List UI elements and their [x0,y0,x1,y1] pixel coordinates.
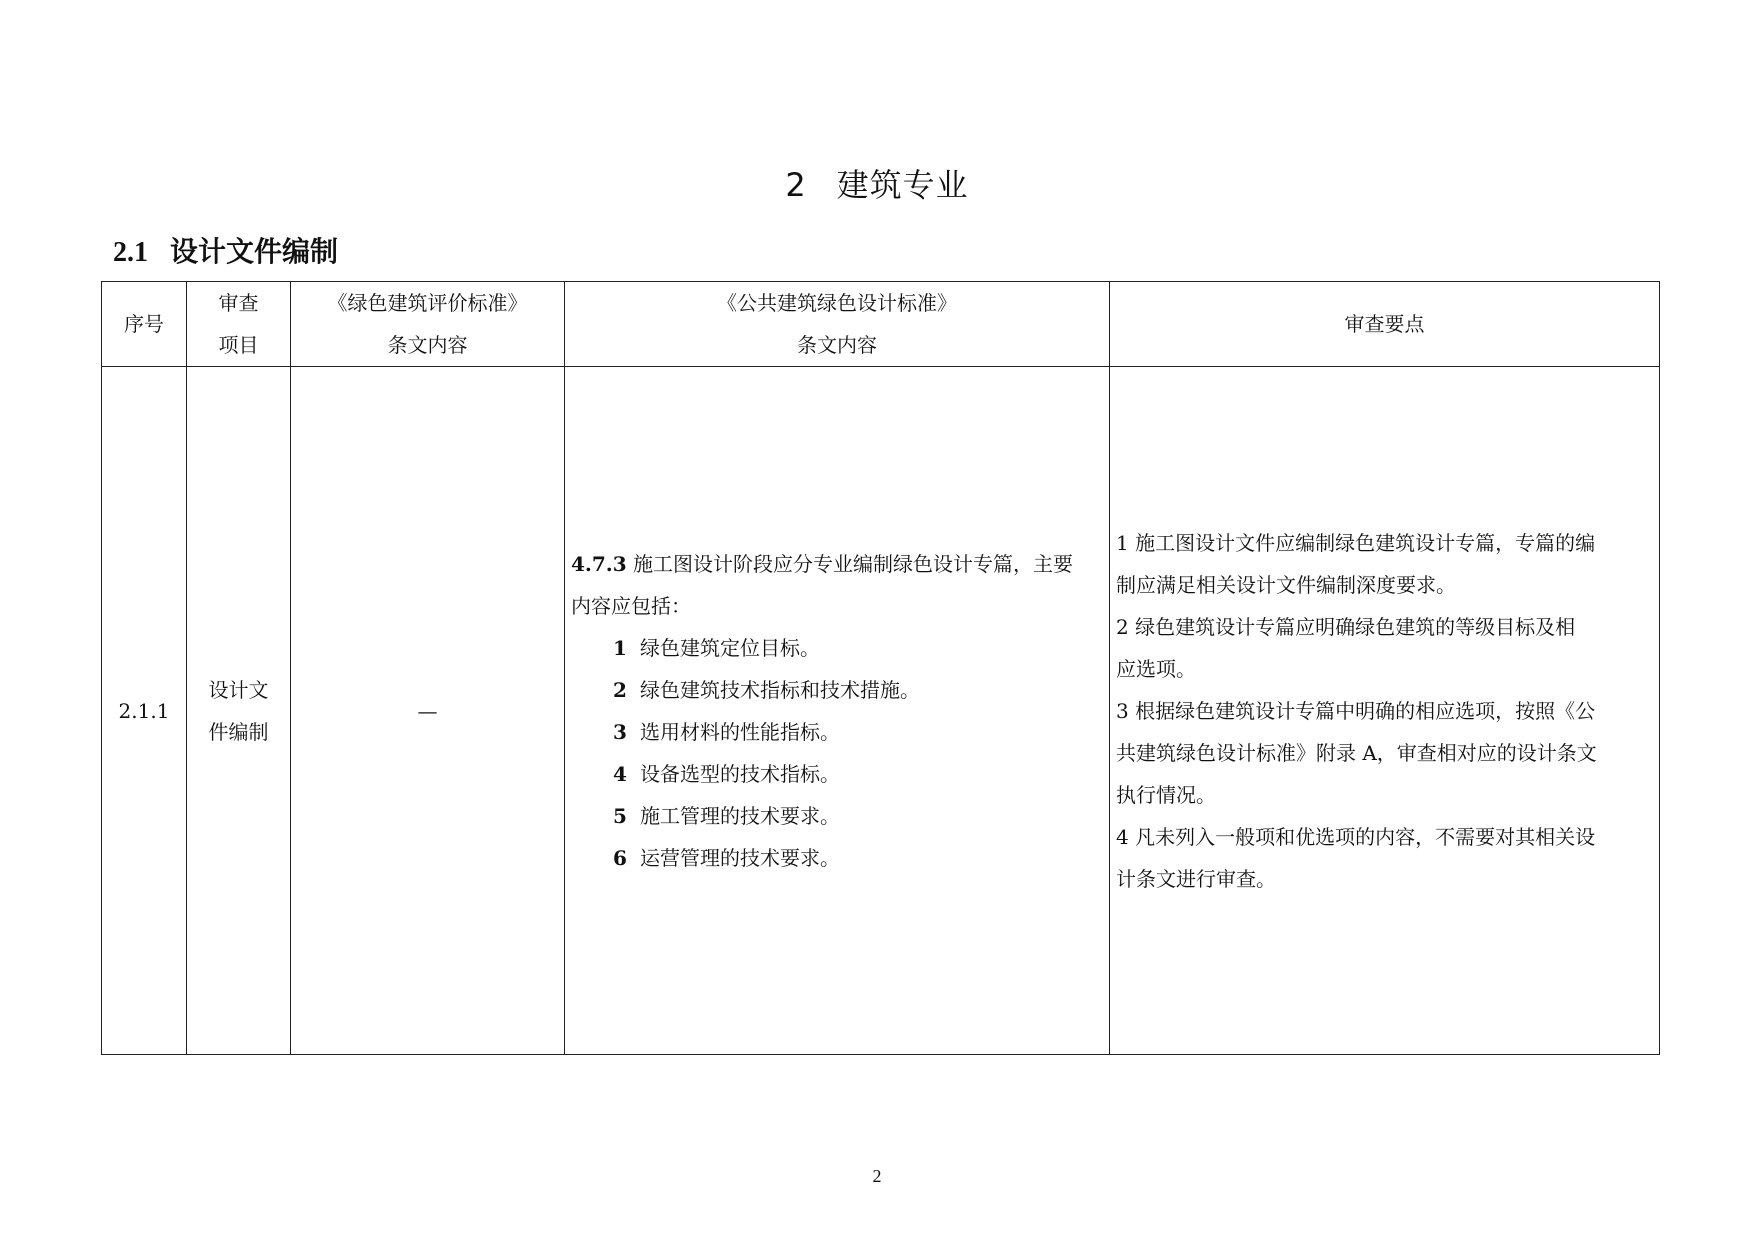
cell-review-item: 设计文 件编制 [187,367,291,1055]
page-number: 2 [872,1166,882,1186]
header-evaluation-standard: 《绿色建筑评价标准》 条文内容 [291,282,565,367]
list-item: 6 运营管理的技术要求。 [613,845,840,870]
header-review-points: 审查要点 [1110,282,1660,367]
table-header-row [102,282,1660,367]
chapter-title-text: 建筑专业 [836,166,969,204]
header-design-standard: 《公共建筑绿色设计标准》 条文内容 [565,282,1110,367]
clause-intro: 4.7.3 施工图设计阶段应分专业编制绿色设计专篇，主要 [571,551,1074,576]
cell-design-clause: 4.7.3 施工图设计阶段应分专业编制绿色设计专篇，主要 内容应包括： 1 绿色建筑定位目标。 2 绿色建筑技术指标和技术措施。 3 选用材料的性能指标。 4 设备选型的技术指标。 5 施工管理的技术要求。 6 运营管理的技术要求。 [565,367,1110,1055]
cell-review-points: 1 施工图设计文件应编制绿色建筑设计专篇，专篇的编 制应满足相关设计文件编制深度要求。 2 绿色建筑设计专篇应明确绿色建筑的等级目标及相 应选项。 3 根据绿色建筑设计专篇中明确的相应选项，按照《公 共建筑绿色设计标准》附录 A，审查相对应的设计条文 执行情况。 4 凡未列入一般项和优选项的内容，不需要对其相关设 计条文进行审查。 [1110,367,1660,1055]
chapter-title [0,160,1754,206]
section-title-text: 设计文件编制 [170,235,339,268]
header-review-item: 审查 项目 [187,282,291,367]
section-number: 2.1 [113,237,148,268]
cell-seq: 2.1.1 [102,367,187,1055]
list-item: 3 选用材料的性能指标。 [613,719,840,744]
review-point: 2 绿色建筑设计专篇应明确绿色建筑的等级目标及相 [1116,614,1576,639]
review-table [101,281,1660,1055]
table-row [102,367,1660,1055]
cell-evaluation-content: — [291,367,565,1055]
review-point: 1 施工图设计文件应编制绿色建筑设计专篇，专篇的编 [1116,530,1596,555]
section-title [113,230,338,270]
list-item: 4 设备选型的技术指标。 [613,761,840,786]
chapter-number: 2 [785,166,807,204]
review-point: 4 凡未列入一般项和优选项的内容，不需要对其相关设 [1116,824,1596,849]
list-item: 1 绿色建筑定位目标。 [613,635,820,660]
header-seq: 序号 [102,282,187,367]
list-item: 2 绿色建筑技术指标和技术措施。 [613,677,920,702]
clause-items [571,627,1103,879]
list-item: 5 施工管理的技术要求。 [613,803,840,828]
review-point: 3 根据绿色建筑设计专篇中明确的相应选项，按照《公 [1116,698,1596,723]
clause-number: 4.7.3 [571,551,627,576]
